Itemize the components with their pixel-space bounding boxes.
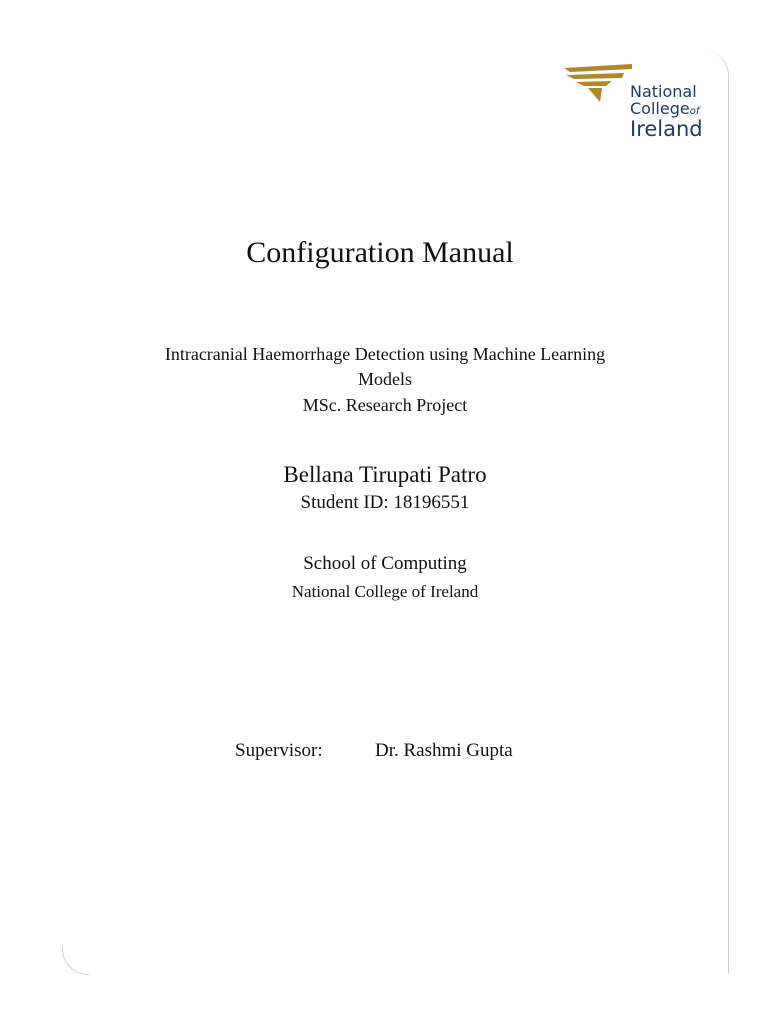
project-title-line1: Intracranial Haemorrhage Detection using Machine Learning	[164, 344, 606, 364]
college-logo	[562, 62, 722, 152]
author-name: Bellana Tirupati Patro	[283, 462, 487, 487]
college-name: National College of Ireland	[291, 582, 479, 601]
page-corner	[62, 946, 89, 975]
student-id: Student ID: 18196551	[300, 492, 470, 513]
supervisor-name: Dr. Rashmi Gupta	[375, 740, 513, 761]
project-type: MSc. Research Project	[302, 395, 468, 415]
project-title-line2: Models	[358, 369, 412, 389]
logo-word-college: College	[630, 98, 690, 118]
supervisor-label: Supervisor:	[235, 740, 323, 761]
supervisor-row	[235, 740, 513, 762]
school-name: School of Computing	[303, 553, 467, 574]
college-logo-text	[630, 84, 703, 140]
college-logo-mark-icon	[562, 62, 632, 106]
logo-line-ireland: Ireland	[630, 116, 703, 141]
logo-word-of: of	[689, 105, 700, 117]
logo-line-college	[630, 98, 703, 118]
document-title: Configuration Manual	[246, 236, 514, 269]
logo-line-national: National	[630, 82, 697, 101]
